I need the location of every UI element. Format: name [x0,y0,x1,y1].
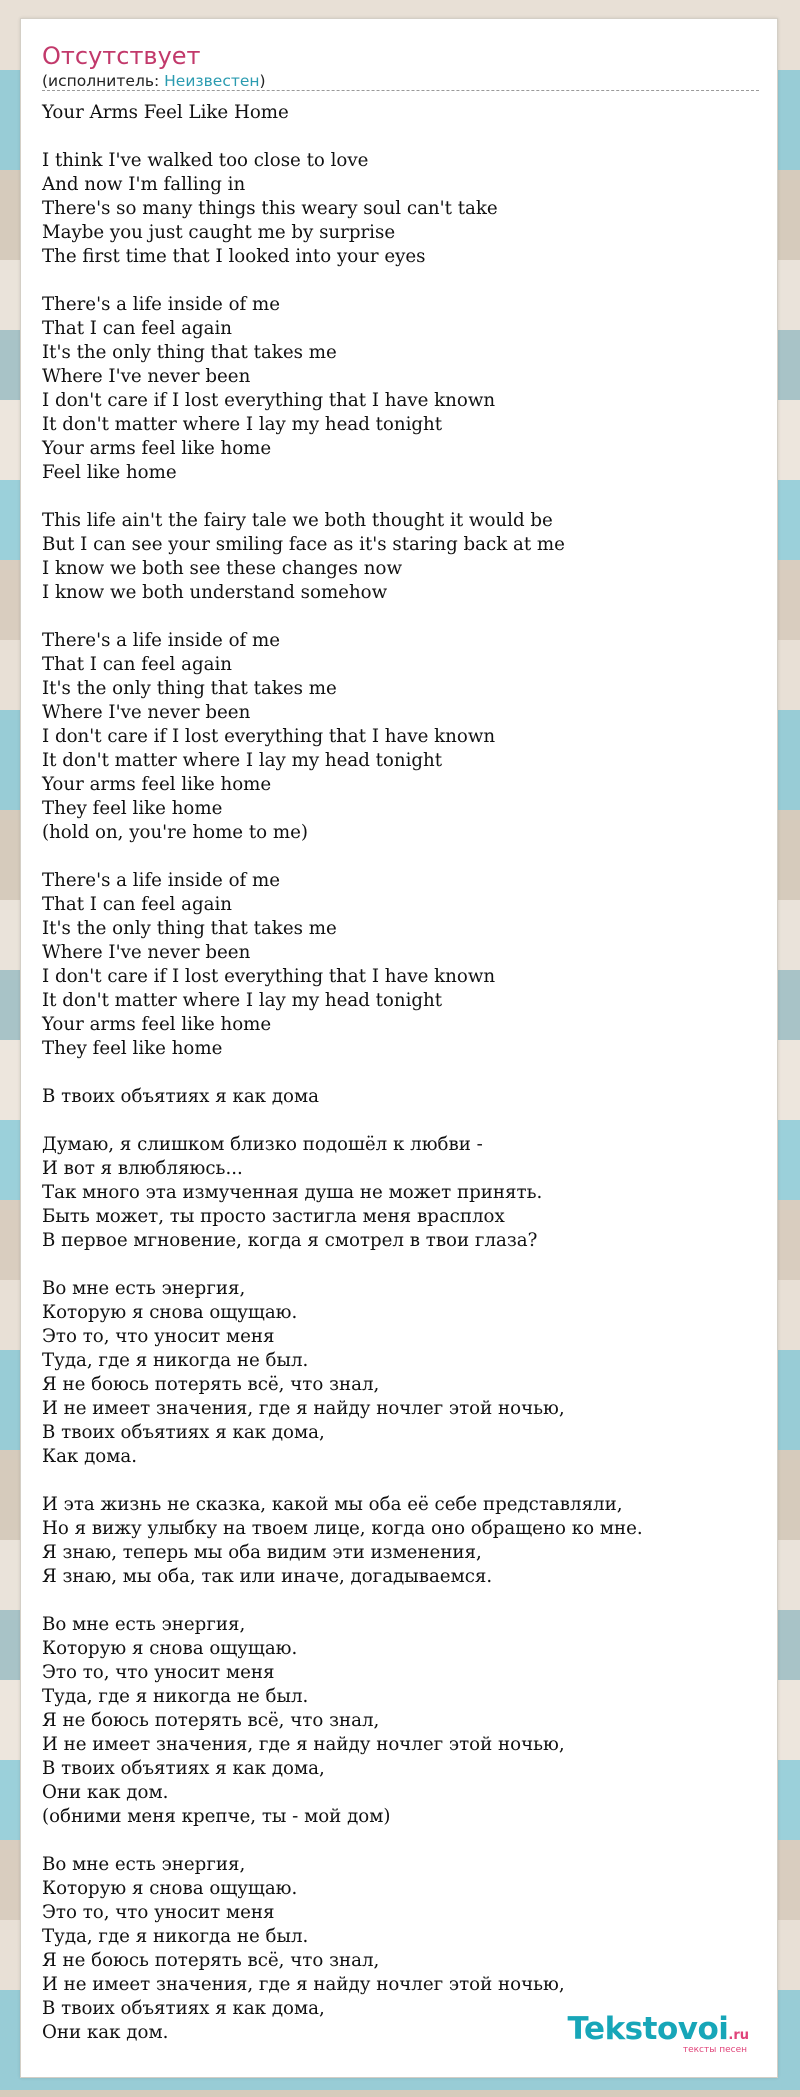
lyrics-text: Your Arms Feel Like Home I think I've walked too close to love And now I'm falling in There's so many things this weary soul can't take Maybe you just caught me by surprise The first time that I looked into your eyes There's a life inside of me That I can feel again It's the only thing that takes me Where I've never been I don't care if I lost everything that I have known It don't matter where I lay my head tonight Your arms feel like home Feel like home This life ain't the fairy tale we both thought it would be But I can see your smiling face as it's staring back at me I know we both see these changes now I know we both understand somehow There's a life inside of me That I can feel again It's the only thing that takes me Where I've never been I don't care if I lost everything that I have known It don't matter where I lay my head tonight Your arms feel like home They feel like home (hold on, you're home to me) There's a life inside of me That I can feel again It's the only thing that takes me Where I've never been I don't care if I lost everything that I have known It don't matter where I lay my head tonight Your arms feel like home They feel like home В твоих объятиях я как дома Думаю, я слишком близко подошёл к любви - И вот я влюбляюсь... Так много эта измученная душа не может принять. Быть может, ты просто застигла меня врасплох В первое мгновение, когда я смотрел в твои глаза? Во мне есть энергия, Которую я снова ощущаю. Это то, что уносит меня Туда, где я никогда не был. Я не боюсь потерять всё, что знал, И не имеет значения, где я найду ночлег этой ночью, В твоих объятиях я как дома, Как дома. И эта жизнь не сказка, какой мы оба её себе представляли, Но я вижу улыбку на твоем лице, когда оно обращено ко мне. Я знаю, теперь мы оба видим эти изменения, Я знаю, мы оба, так или иначе, догадываемся. Во мне есть энергия, Которую я снова ощущаю. Это то, что уносит меня Туда, где я никогда не был. Я не боюсь потерять всё, что знал, И не имеет значения, где я найду ночлег этой ночью, В твоих объятиях я как дома, Они как дом. (обними меня крепче, ты - мой дом) Во мне есть энергия, Которую я снова ощущаю. Это то, что уносит меня Туда, где я никогда не был. Я не боюсь потерять всё, что знал, И не имеет значения, где я найду ночлег этой ночью, В твоих объятиях я как дома, Они как дом. [42,102,643,2043]
logo-tld: .ru [728,2028,749,2043]
site-logo[interactable] [567,2011,749,2055]
artist-line [42,71,266,91]
header-divider [42,90,759,91]
logo-tagline: тексты песен [682,2045,747,2055]
song-title: Отсутствует [42,42,201,70]
artist-suffix: ) [259,72,266,90]
artist-prefix: (исполнитель: [42,72,165,90]
artist-link[interactable]: Неизвестен [164,72,260,90]
lyrics-card [20,18,778,2078]
logo-name: Tekstovoi [567,2011,729,2047]
